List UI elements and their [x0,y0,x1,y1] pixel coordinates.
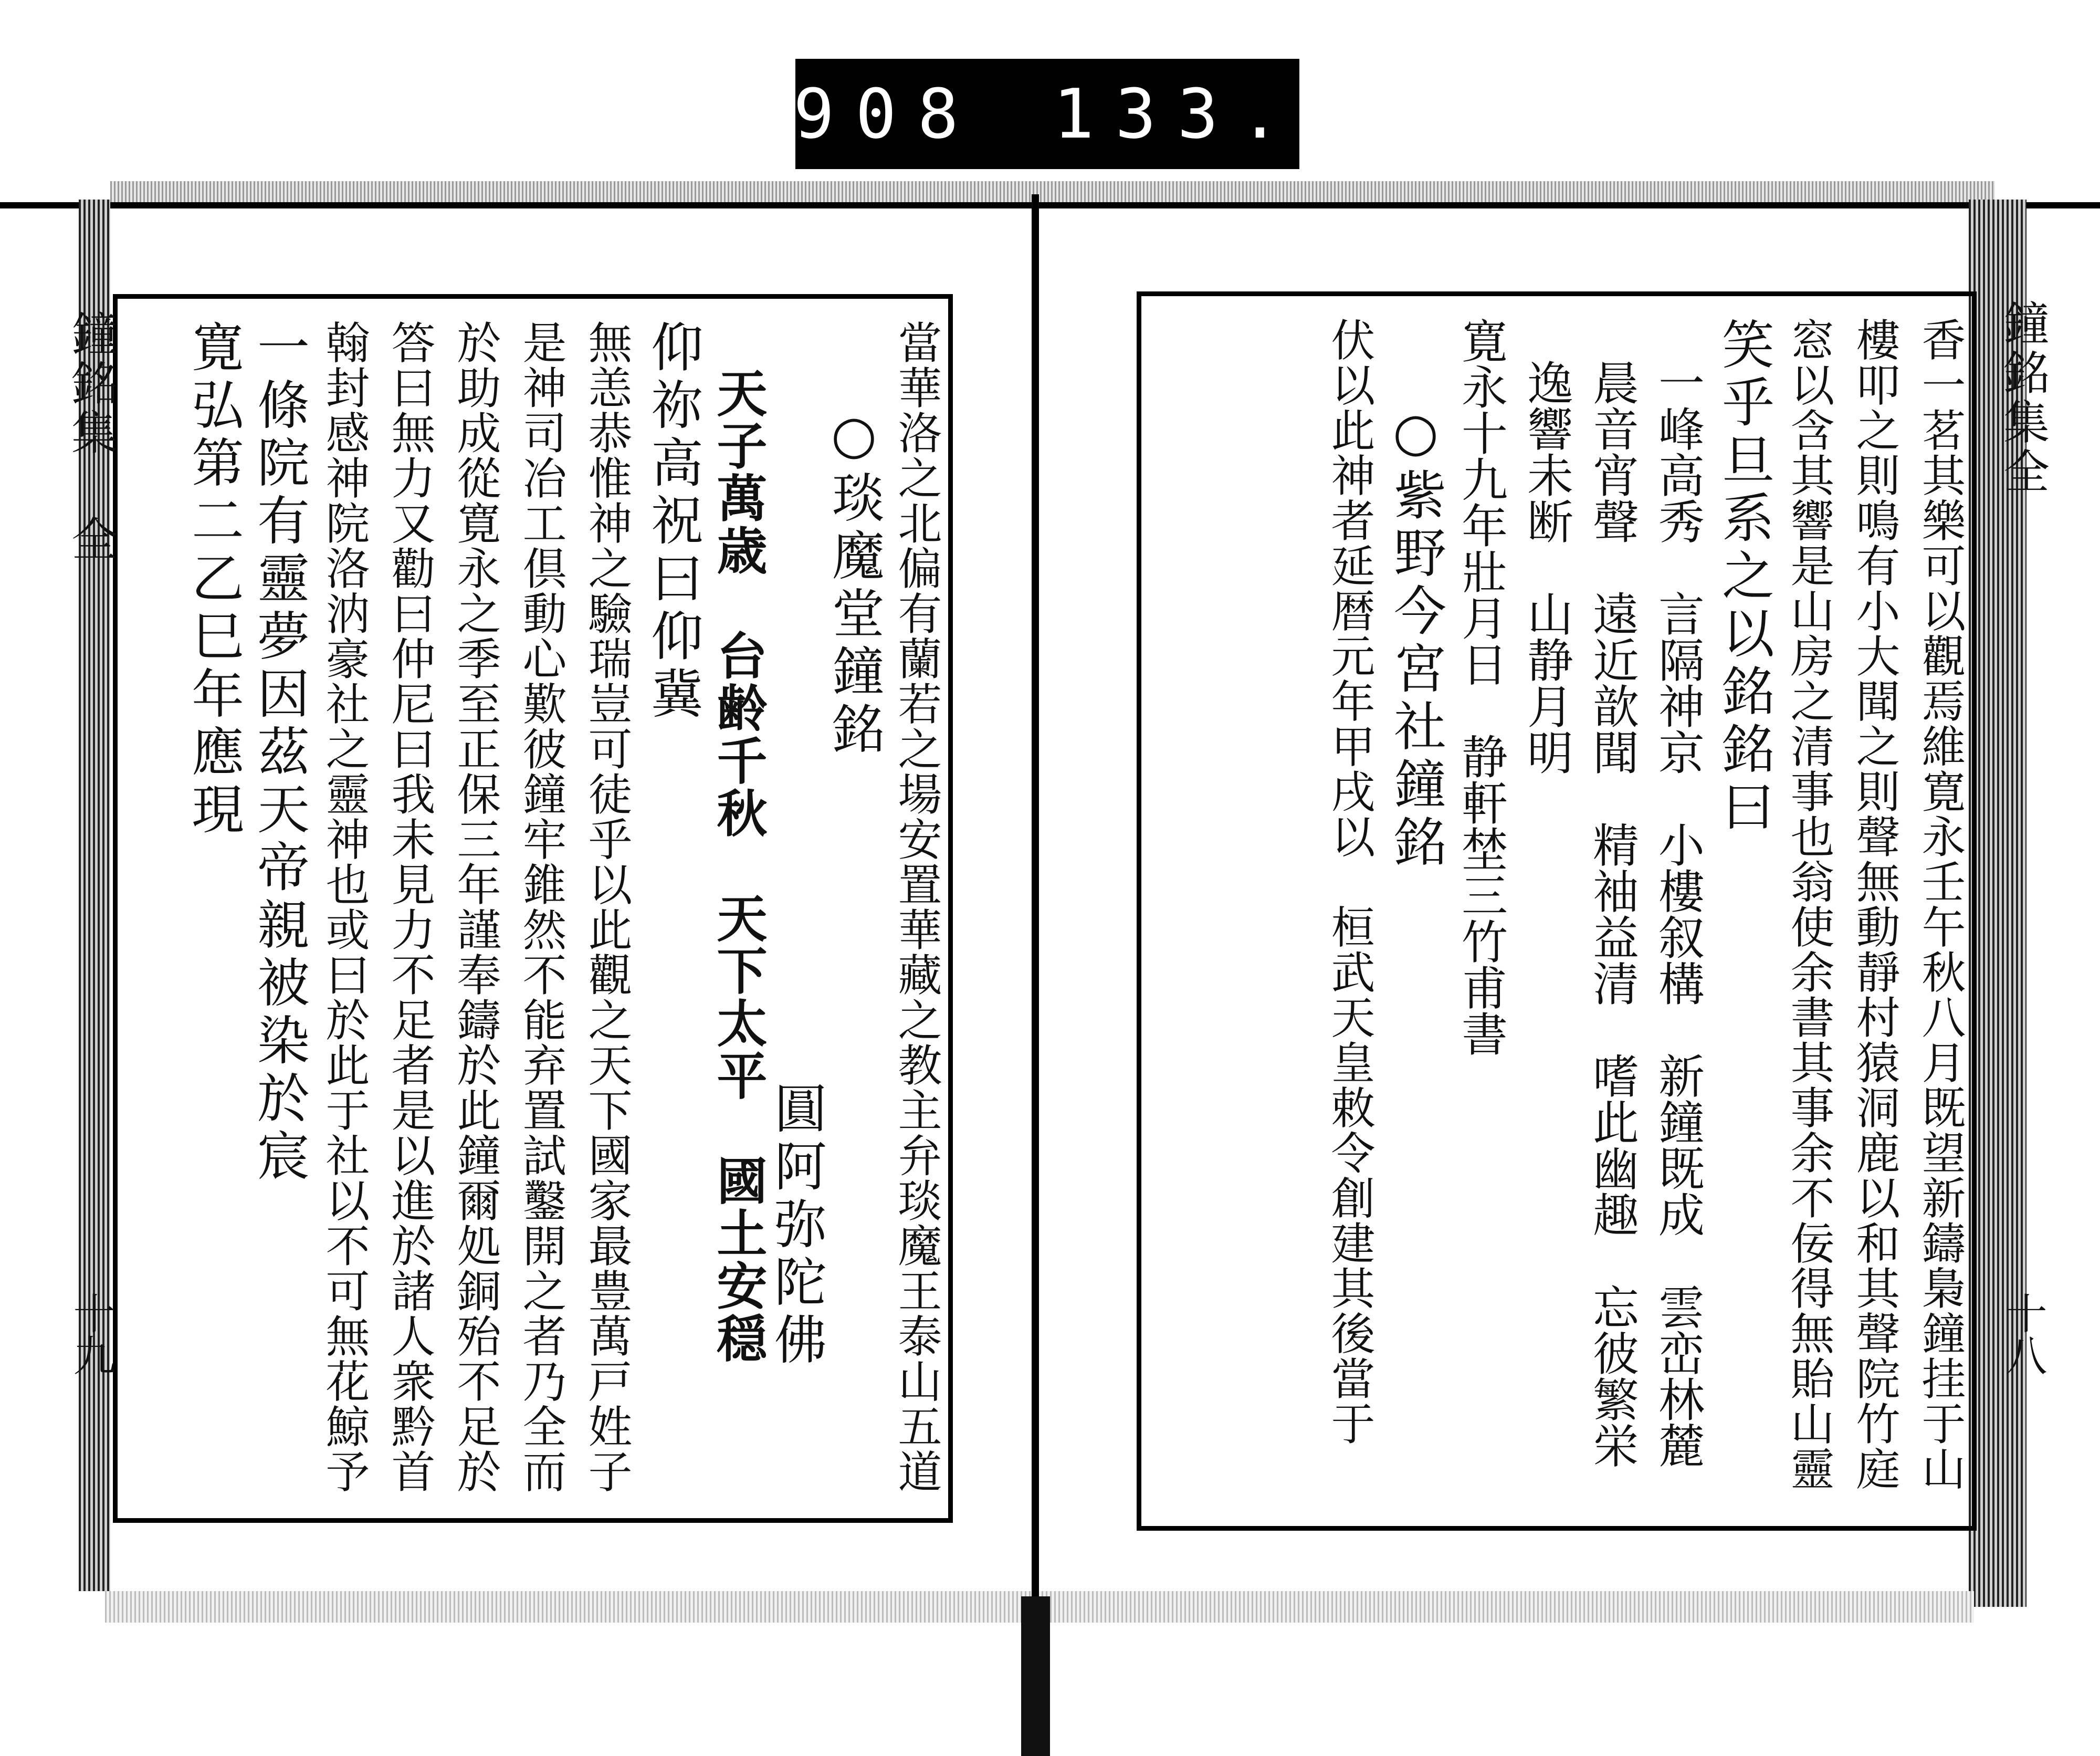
left-folio: 十九 [66,1292,115,1376]
text-column-8: 仰祢高祝曰仰冀 [642,320,704,724]
verse-column-3: 逸響未断 山静月明 [1520,359,1574,775]
text-column-5: 於助成從寛永之季至正保三年謹奉鑄於此鐘爾処銅殆不足於 [450,320,501,1494]
text-column-2: 一條院有靈夢因茲天帝親被染於宸 [248,320,310,1186]
text-column-12: 當華洛之北偏有蘭若之場安置華藏之教主弁琰魔王泰山五道 [891,320,942,1494]
spine-clip [1021,1596,1050,1756]
catalog-number-label [795,59,1299,169]
catalog-number-a: 908 [793,74,980,154]
section-heading-murasakino: ○紫野今宮社鐘銘 [1385,401,1446,872]
section-heading-emma-hall: ○琰魔堂鐘銘 [823,404,885,759]
left-page-frame [113,294,953,1523]
book-spine [1032,194,1039,1756]
right-folio: 十八 [1998,1292,2047,1376]
text-column-7: 無恙恭惟神之驗瑞豈可徒乎以此觀之天下國家最豊萬戸姓子 [581,320,633,1494]
text-column-4: 笑乎旦系之以銘銘曰 [1713,317,1774,837]
text-column-6: 是神司冶工倶動心歎彼鐘牢錐然不能弃置試鑿開之者乃全而 [516,320,567,1494]
text-column-9-blessing: 天子萬歳 台齢千秋 天下太平 國土安穏 [709,367,768,1365]
right-margin-title: 鐘銘集全 [1996,299,2050,497]
date-and-calligrapher: 寛永十九年壯月日 静軒埜三竹甫書 [1454,317,1508,1057]
text-column-10-signature: 圓阿弥陀佛 [765,1081,827,1370]
text-column-1: 香一茗其樂可以觀焉維寛永壬午秋八月既望新鑄梟鐘挂于山 [1915,317,1966,1491]
text-column-4: 答曰無力又勸曰仲尼曰我未見力不足者是以進於諸人衆黔首 [384,320,436,1494]
text-column-10: 伏以此神者延暦元年甲戌以 桓武天皇敕令創建其後當于 [1324,317,1376,1446]
catalog-number-b: 133. [1053,74,1301,154]
top-rule [0,202,2100,208]
left-margin-title: 鐘銘集 全 [64,310,118,565]
right-page-frame [1137,291,1977,1531]
text-column-1: 寛弘第二乙巳年應現 [183,320,244,840]
text-column-3: 翰封感神院洛汭豪社之靈神也或曰於此于社以不可無花鯨予 [319,320,370,1494]
verse-column-2: 晨音宵聲 遠近歆聞 精袖益清 嗜此幽趣 忘彼繁栄 [1586,359,1640,1468]
text-column-3: 窓以含其響是山房之清事也翁使余書其事余不佞得無貽山靈 [1783,317,1835,1491]
text-column-2: 樓叩之則鳴有小大聞之則聲無動靜村猿洞鹿以和其聲院竹庭 [1849,317,1900,1491]
verse-column-1: 一峰高秀 言隔神京 小樓叙構 新鐘既成 雲峦林麓 [1651,359,1705,1468]
